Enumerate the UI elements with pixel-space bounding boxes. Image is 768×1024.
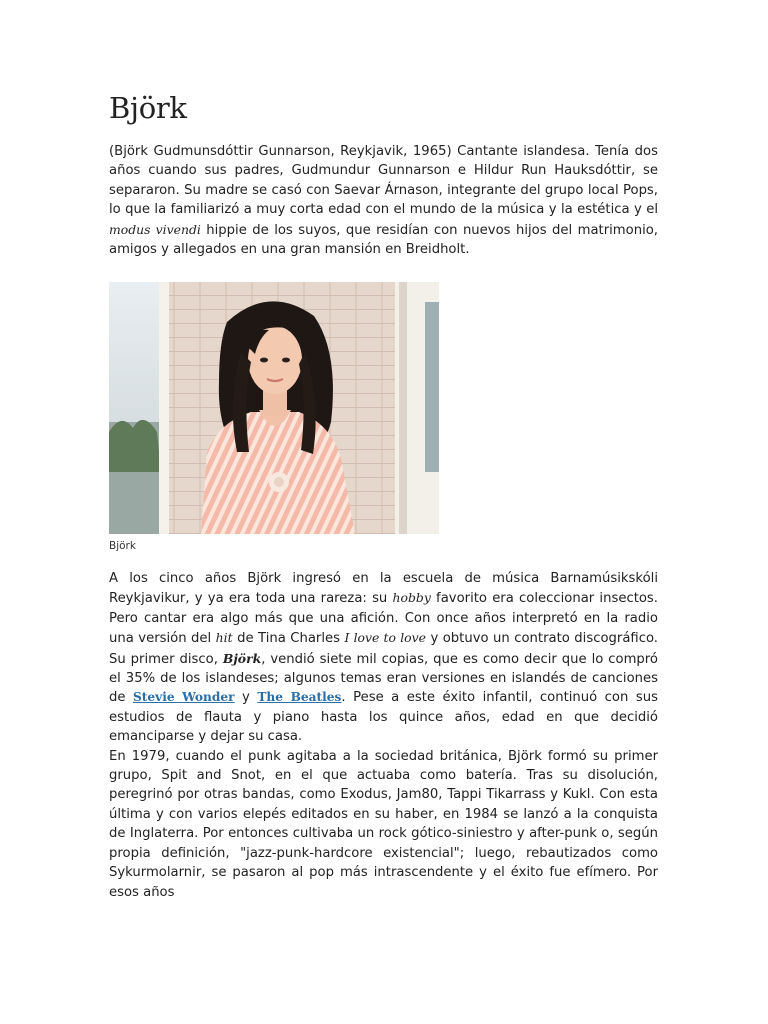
page-title: Björk — [109, 91, 187, 125]
childhood-text-2: favorito era coleccionar insectos. Pero cantar era algo más que una afición. Con once años interpretó en la radio una versión del — [109, 591, 658, 647]
intro-text: (Björk Gudmunsdóttir Gunnarson, Reykjavik, 1965) Cantante islandesa. Tenía dos años cuando sus padres, Gudmundur Gunnarson e Hildur Run Hauksdóttir, se separaron. Su madre se casó con Saevar Árnason, integrante del grupo local Pops, lo que la familiarizó a muy corta edad con el mundo de la música y la estética y el — [109, 144, 658, 218]
intro-text-end: hippie de los suyos, que residían con nuevos hijos del matrimonio, amigos y allegados en una gran mansión en Breidholt. — [109, 222, 658, 258]
album-emphasis: Björk — [222, 650, 262, 666]
article-header — [109, 88, 658, 259]
photo-caption: Björk — [109, 540, 136, 552]
photo-illustration — [109, 282, 439, 534]
paragraph-punk-years: En 1979, cuando el punk agitaba a la sociedad británica, Björk formó su primer grupo, Spit and Snot, en el que actuaba como batería. Tras su disolución, peregrinó por otras bandas, como Exodus, Jam80, Tappi Tikarrass y Kukl. Con esta última y con varios elepés editados en su haber, en 1984 se lanzó a la conquista de Inglaterra. Por entonces cultivaba un rock gótico-siniestro y after-punk o, según propia definición, "jazz-punk-hardcore existencial"; luego, rebautizados como Sykurmolarnir, se pasaron al pop más intrascendente y el éxito fue efímero. Por esos años — [109, 748, 658, 900]
childhood-text-4: y obtuvo un contrato discográfico. Su primer disco, — [109, 631, 658, 667]
modus-vivendi-emphasis: modus vivendi — [109, 221, 201, 237]
paragraph-childhood — [109, 569, 658, 747]
hit-emphasis: hit — [215, 630, 233, 646]
hobby-emphasis: hobby — [392, 590, 431, 606]
the-beatles-link[interactable]: The Beatles — [257, 690, 342, 705]
childhood-text-5: , vendió siete mil copias, que es como decir que lo compró el 35% de los islandeses; algunos temas eran versiones en islandés de canciones de — [109, 651, 659, 706]
song-emphasis: I love to love — [344, 630, 426, 646]
stevie-wonder-link[interactable]: Stevie Wonder — [132, 690, 235, 705]
childhood-text: A los cinco años Björk ingresó en la escuela de música Barnamúsikskóli Reykjavikur, y ya era toda una rareza: su — [109, 571, 658, 607]
article-body — [109, 569, 658, 902]
bjork-photo — [109, 282, 439, 534]
intro-paragraph — [109, 142, 658, 259]
childhood-text-3: de Tina Charles — [232, 631, 345, 647]
childhood-text-7: . Pese a este éxito infantil, continuó con sus estudios de flauta y piano hasta los quince años, edad en que decidió emanciparse y dejar su casa. — [109, 690, 658, 745]
childhood-text-6: y — [234, 690, 258, 706]
